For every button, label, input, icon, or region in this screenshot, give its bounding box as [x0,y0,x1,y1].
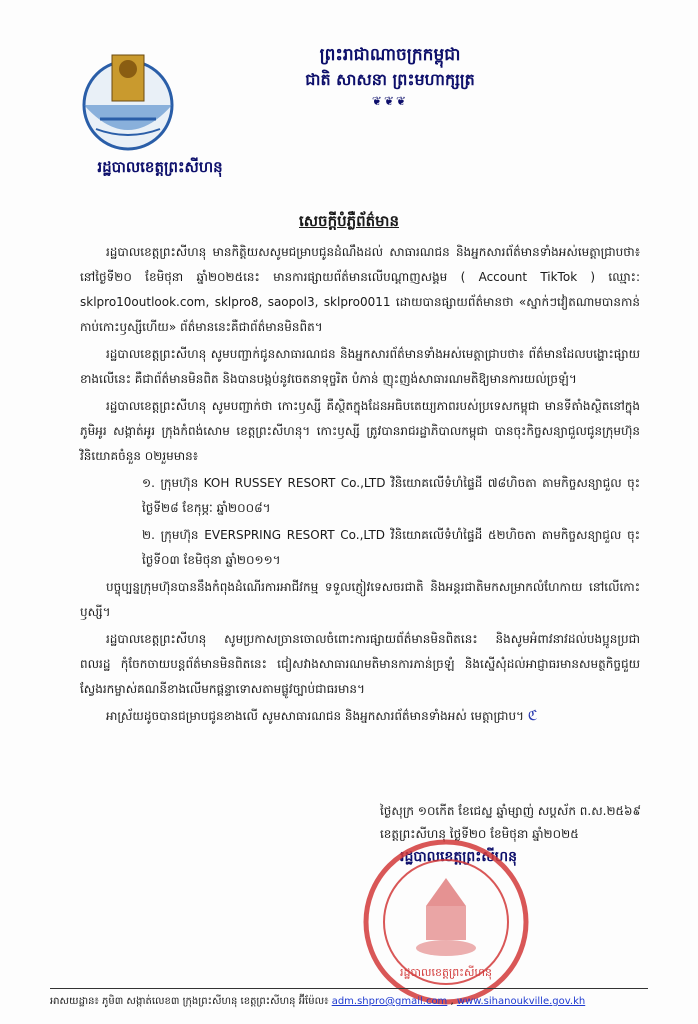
stamp-text: រដ្ឋបាលខេត្តព្រះសីហនុ [400,966,492,979]
closing-text: អាស្រ័យដូចបានជម្រាបជូនខាងលើ សូមសាធារណជន និងអ្នកសារព័ត៌មានទាំងអស់ មេត្តាជ្រាប។ [106,709,524,723]
ornament-divider: ❦❦❦ [371,94,409,108]
footer-separator: , [450,996,454,1007]
footer-divider [50,988,648,989]
kingdom-title: ព្រះរាជាណាចក្រកម្ពុជា [319,45,461,65]
paragraph-5: រដ្ឋបាលខេត្តព្រះសីហនុ សូមប្រកាសច្រានចោលចំពោះការផ្សាយព័ត៌មានមិនពិតនេះ និងសូមអំពាវនាវដល់បងប្អូនប្រជាពលរដ្ឋ កុំចែកចាយបន្តព័ត៌មានមិនពិតនេះ ជៀសវាងសាធារណមតិមានការភាន់ច្រឡំ និងស្នើសុំដល់អាជ្ញាធរមានសមត្ថកិច្ចជួយស្វែងរកម្ចាស់គណនីខាងលើមកផ្តន្ទាទោសតាមផ្លូវច្បាប់ជាធរមាន។ [80,632,640,696]
lunar-date: ថ្ងៃសុក្រ ១០កើត ខែជេស្ឋ ឆ្នាំម្សាញ់ សប្តស័ក ព.ស.២៥៦៩ [380,804,642,818]
list-item-1: ១. ក្រុមហ៊ុន KOH RUSSEY RESORT Co.,LTD វិនិយោគលើទំហំផ្ទៃដី ៧៨ហិចតា តាមកិច្ចសន្យាជួល ចុះថ្ងៃទី២៨ ខែកុម្ភៈ ឆ្នាំ២០០៨។ [142,476,640,515]
paragraph-6 [80,704,640,729]
paragraph-3: រដ្ឋបាលខេត្តព្រះសីហនុ សូមបញ្ជាក់ថា កោះឫស្សី គឺស្ថិតក្នុងដែនអធិបតេយ្យភាពរបស់ប្រទេសកម្ពុជា មានទីតាំងស្ថិតនៅក្នុងភូមិអូរ សង្កាត់អូរ ក្រុងកំពង់សោម ខេត្តព្រះសីហនុ។ កោះឫស្សី ត្រូវបានរាជរដ្ឋាភិបាលកម្ពុជា បានចុះកិច្ចសន្យាជួលជូនក្រុមហ៊ុនវិនិយោគចំនួន ០២រួមមាន៖ [80,399,640,463]
national-motto: ជាតិ សាសនា ព្រះមហាក្សត្រ [305,70,475,89]
issuing-authority: រដ្ឋបាលខេត្តព្រះសីហនុ [97,158,223,176]
paragraph-2: រដ្ឋបាលខេត្តព្រះសីហនុ សូមបញ្ជាក់ជូនសាធារណជន និងអ្នកសារព័ត៌មានទាំងអស់មេត្តាជ្រាបថា៖ ព័ត៌មានដែលបង្ហោះផ្សាយខាងលើនេះ គឺជាព័ត៌មានមិនពិត និងបានបង្កប់នូវចេតនាទុច្ចរិត បំភាន់ ញុះញង់សាធារណមតិឱ្យមានការយល់ច្រឡំ។ [80,347,640,386]
signer-name: រដ្ឋបាលខេត្តព្រះសីហនុ [400,849,517,865]
footer-address: អាសយដ្ឋាន៖ ភូមិ៣ សង្កាត់លេខ៣ ក្រុងព្រះសីហនុ ខេត្តព្រះសីហនុ អ៊ីម៉ែល៖ [50,996,329,1007]
kingdom-header [220,42,560,108]
provincial-emblem-logo [70,45,186,153]
footer-website-link[interactable]: www.sihanoukville.gov.kh [456,996,586,1007]
paragraph-4: បច្ចុប្បន្នក្រុមហ៊ុនបាននឹងកំពុងដំណើរការអាជីវកម្ម ទទួលភ្ញៀវទេសចរជាតិ និងអន្តរជាតិមកសម្រាកលំហែកាយ នៅលើកោះឫស្សី។ [80,580,640,619]
list-item-2: ២. ក្រុមហ៊ុន EVERSPRING RESORT Co.,LTD វិនិយោគលើទំហំផ្ទៃដី ៥២ហិចតា តាមកិច្ចសន្យាជួល ចុះថ្ងៃទី០៣ ខែមិថុនា ឆ្នាំ២០១១។ [142,528,640,567]
paragraph-1: រដ្ឋបាលខេត្តព្រះសីហនុ មានកិត្តិយសសូមជម្រាបជូនដំណឹងដល់ សាធារណជន និងអ្នកសារព័ត៌មានទាំងអស់មេត្តាជ្រាបថា៖ នៅថ្ងៃទី២០ ខែមិថុនា ឆ្នាំ២០២៥នេះ មានការផ្សាយព័ត៌មានលើបណ្តាញសង្គម ( Account TikTok ) ឈ្មោះ: sklpro10outlook.com, sklpro8, saopol3, sklpro0011 ដោយបានផ្សាយព័ត៌មានថា «ស្នាក់ៗវៀតណាមបានកាន់កាប់កោះឫស្សីហើយ» ព័ត៌មាននេះគឺជាព័ត៌មានមិនពិត។ [80,245,640,334]
place-date: ខេត្តព្រះសីហនុ ថ្ងៃទី២០ ខែមិថុនា ឆ្នាំ២០២៥ [380,827,579,841]
footer-email-link[interactable]: adm.shpro@gmail.com [331,996,448,1007]
document-body [80,240,640,731]
official-seal-stamp [360,836,532,1008]
document-title: សេចក្តីបំភ្លឺព័ត៌មាន [299,212,399,230]
footer [50,994,670,1009]
handwritten-initial: ℭ [527,708,538,724]
